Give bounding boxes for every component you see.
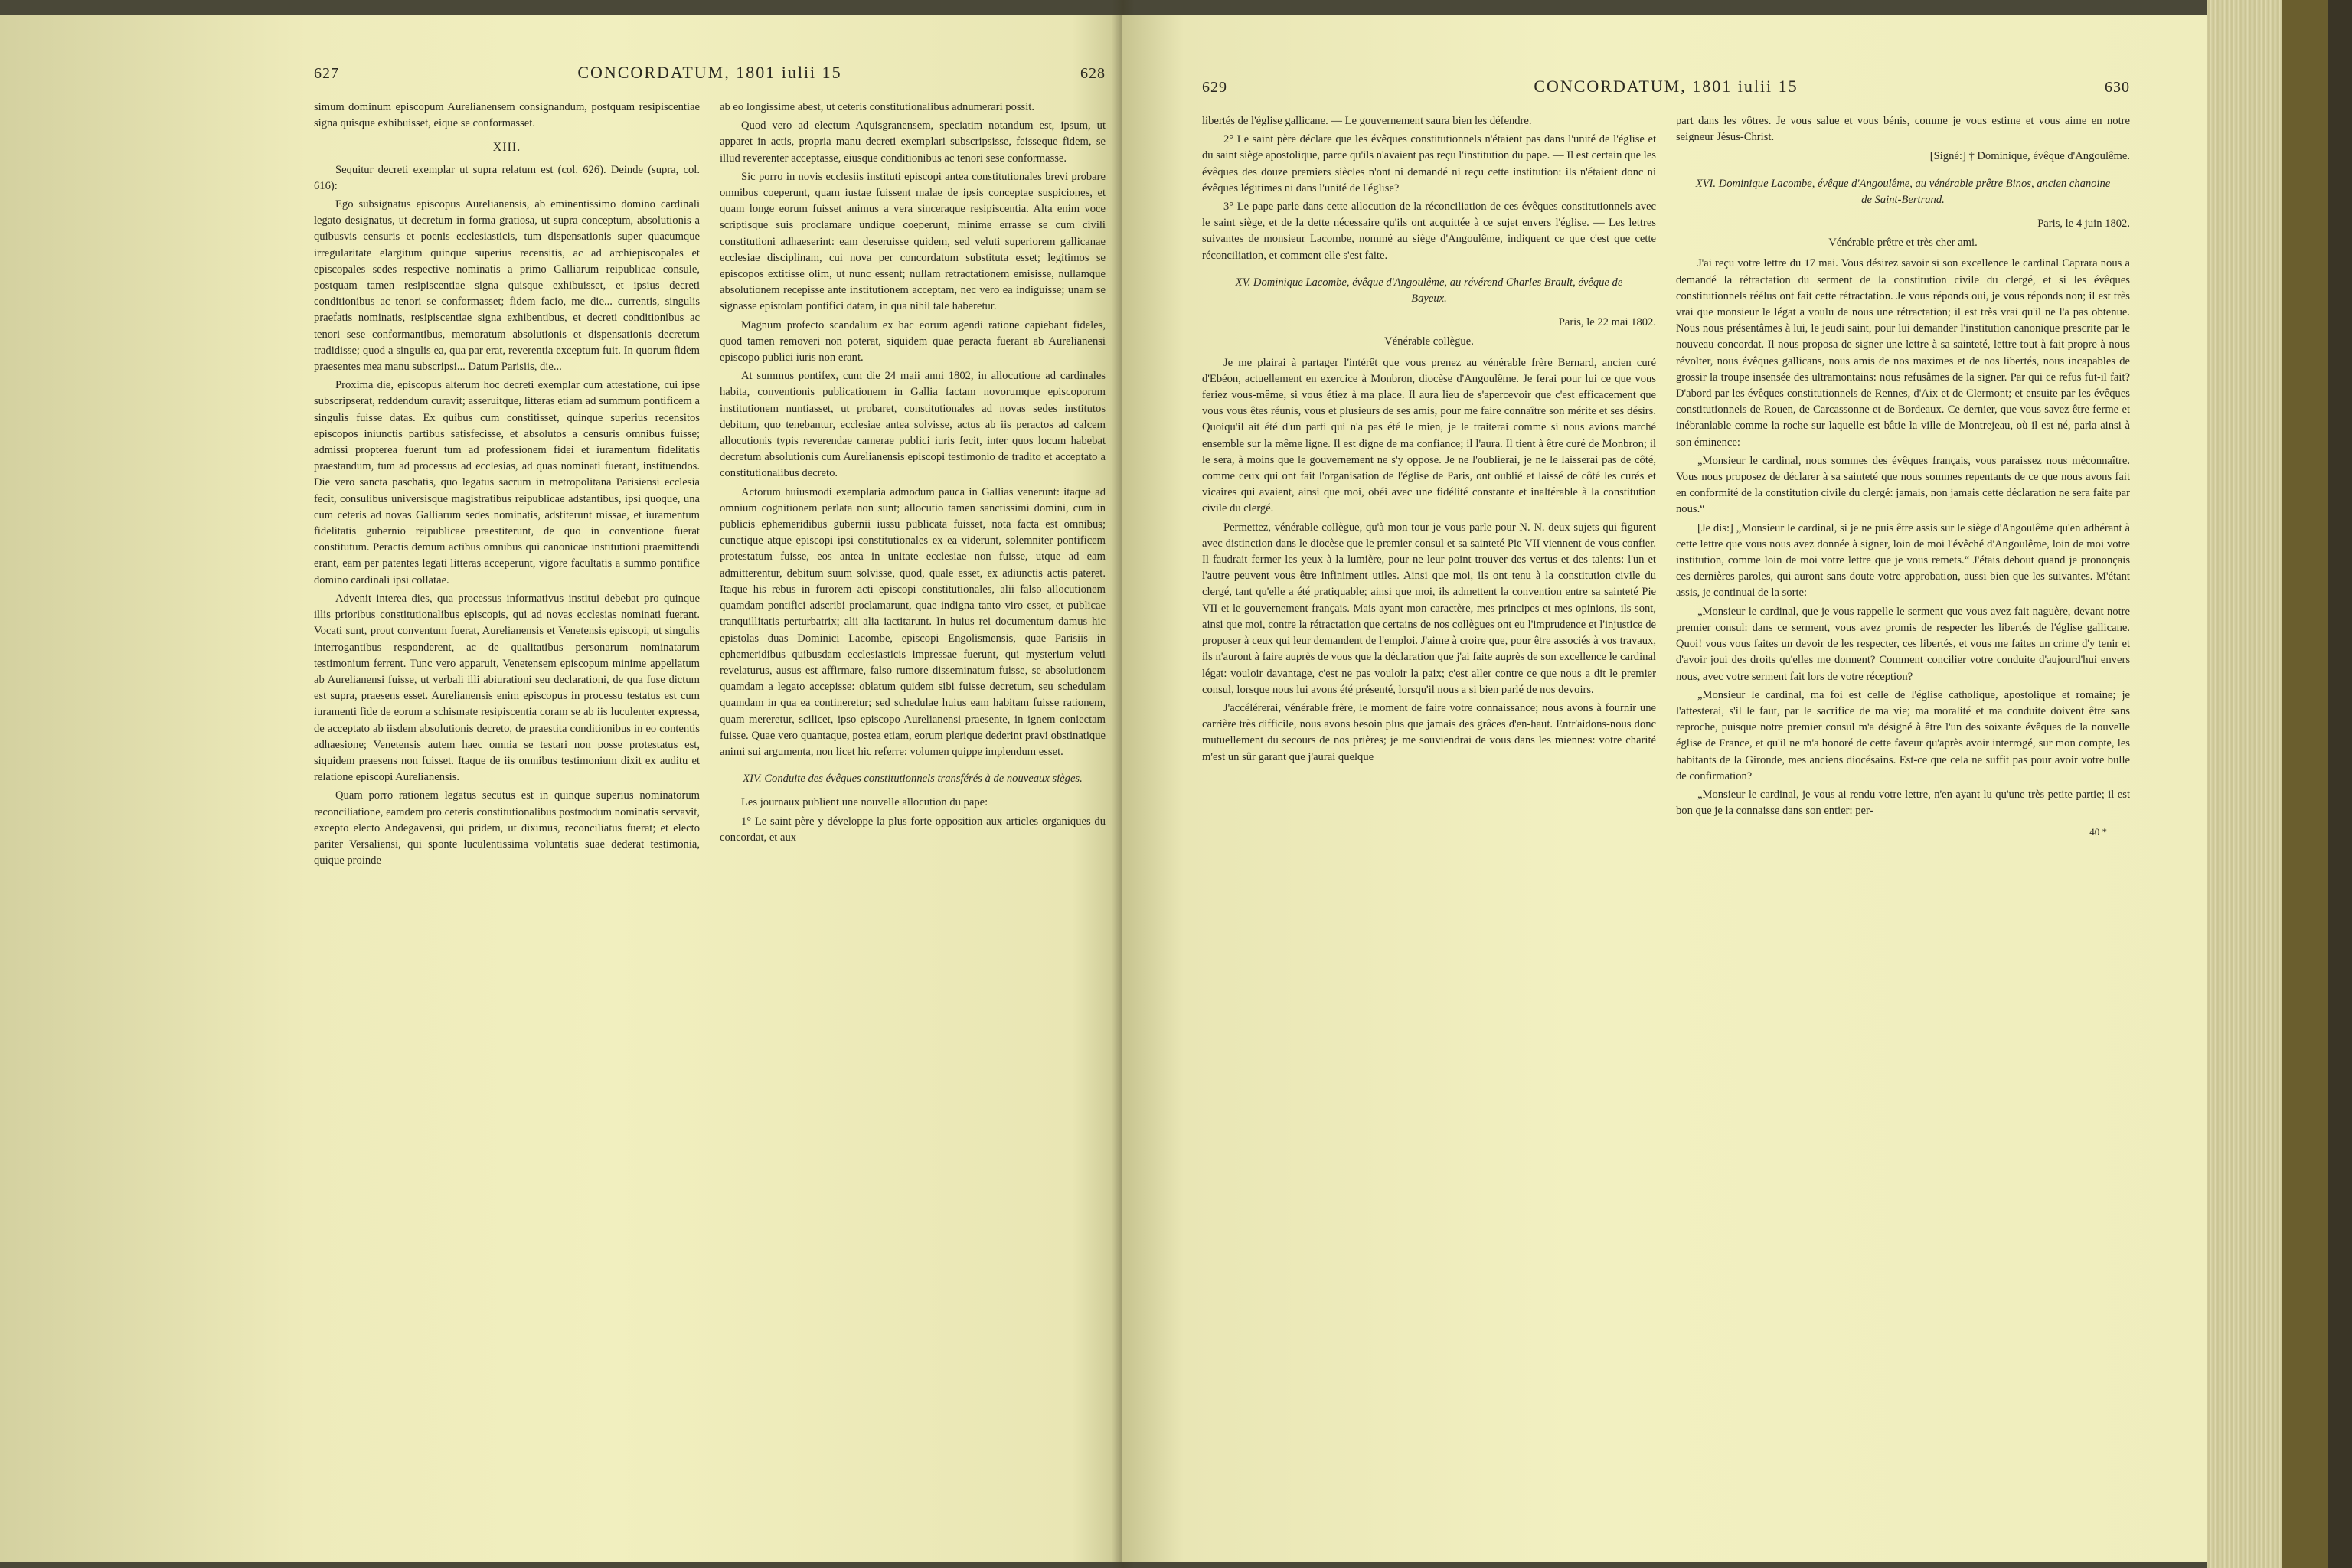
paragraph: part dans les vôtres. Je vous salue et vous bénis, comme je vous estime et vous aime en notre seigneur Jésus-Christ. [1676, 115, 2130, 144]
paragraph: Advenit interea dies, qua processus informativus institui debebat pro quinque illis prioribus constitutionalibus episcopis, qui ad novas ecclesias nominati fuerant. Vocati sunt, prout conventum fuerat, Aurelianensis et Venetensis episcopi, ut singulis interrogantibus responderent, ac de qualitatibus personarum nominatarum testimonium ferrent. Tunc vero apparuit, Venetensem episcopum minime appellatum ab Aurelianensi fuisse, ut verbali illi abiurationi seu declarationi, de qua fuse dictum est supra, praesens esset. Aurelianensis enim episcopus in processu testatus est cum iuramenti fide de eorum a schismate resipiscentia coram se ab iis luculenter expressa, de acceptato ab iisdem absolutionis decreto, de praestita conditionibus in eo contentis adhaesione; Venetensis autem haec omnia se testari non posse protestatus est, siquidem praesens non fuisset. Itaque de iis omnibus testimonium dixit ex auditu et relatione episcopi Aurelianensis. [314, 592, 700, 784]
section-number: XIII. [492, 141, 521, 155]
page-number-628: 628 [1080, 65, 1106, 82]
dateline: Paris, le 22 mai 1802. [1558, 316, 1656, 329]
paragraph: J'ai reçu votre lettre du 17 mai. Vous désirez savoir si son excellence le cardinal Caprara nous a demandé la rétractation du serment de la constitution civile du clergé, et si les évêques constitutionnels réélus ont fait cette rétractation. Je vous réponds oui, je vous réponds non; il est très vrai que monsieur le légat a voulu de nous une rétractation; il est très vrai qu'il ne l'a pas obtenue. Nous nous présentâmes à lui, le jeudi saint, pour lui demander l'institution canonique prescrite par le nouveau concordat. Il nous proposa de signer une lettre à sa sainteté, lettre tout à fait propre à nous révolter, nous évêques gallicans, nous amis de nos maximes et de nos libertés, nous incapables de grossir la troupe insensée des ultramontains: nous refusâmes de la signer. Par qui ce refus fut-il fait? D'abord par les évêques constitutionnels de Rennes, d'Aix et de Clermont; et ensuite par les évêques constitutionnels de Rouen, de Carcassonne et de Bordeaux. Ce dernier, que vous savez être ferme et inébranlable comme la roche sur laquelle est bâtie la ville de Montrejeau, où il est né, parla ainsi à son éminence: [1676, 257, 2130, 449]
left-page-column-2 [720, 100, 1106, 871]
paragraph: 1° Le saint père y développe la plus forte opposition aux articles organiques du concordat, et aux [720, 815, 1106, 844]
salutation: Vénérable collègue. [1384, 335, 1474, 348]
right-running-head [1202, 77, 2130, 107]
paragraph: J'accélérerai, vénérable frère, le moment de faire votre connaissance; nous avons à fournir une carrière très difficile, nous avons besoin plus que jamais des grâces d'en-haut. Entr'aidons-nous donc mutuellement du secours de nos prières; je me souviendrai de vous dans les miennes: votre charité m'est un sûr garant que j'aurai quelque [1202, 701, 1656, 763]
section-heading: XIV. Conduite des évêques constitutionnels transférés à de nouveaux sièges. [743, 773, 1083, 786]
right-page-column-1 [1202, 113, 1656, 822]
page-number-630: 630 [2104, 79, 2130, 96]
paragraph: Sequitur decreti exemplar ut supra relatum est (col. 626). Deinde (supra, col. 616): [314, 163, 700, 192]
paragraph: „Monsieur le cardinal, que je vous rappelle le serment que vous avez fait naguère, devant notre premier consul: dans ce serment, vous avez promis de respecter les libertés de l'église gallicane. Quoi! vous vous faites un devoir de les respecter, ces libertés, et vous me faites un crime d'y tenir et d'avoir joui des droits qu'elles me donnent? Comment concilier votre conduite d'aujourd'hui envers nous, avec votre serment fait lors de votre réception? [1676, 605, 2130, 683]
right-page [1122, 15, 2207, 1562]
section-heading: XVI. Dominique Lacombe, évêque d'Angoulême, au vénérable prêtre Binos, ancien chanoine de Saint-Bertrand. [1695, 177, 2111, 206]
signature-mark: 40 * [2089, 826, 2107, 838]
paragraph: „Monsieur le cardinal, ma foi est celle de l'église catholique, apostolique et romaine; je l'attesterai, s'il le faut, par le sacrifice de ma vie; ma moralité et ma conduite doivent être sans reproche, puisque notre premier consul m'a désigné à être l'un des soixante évêques de la nouvelle église de France, et qu'il ne m'a honoré de cette faveur qu'après avoir interrogé, sur mon compte, les habitants de la Gironde, mes anciens diocésains. Est-ce que cela ne suffit pas pour avoir votre bulle de confirmation? [1676, 688, 2130, 782]
paragraph: Proxima die, episcopus alterum hoc decreti exemplar cum attestatione, cui ipse subscripserat, reddendum curavit; asseruitque, litteras etiam ad summum pontificem a singulis fuisse datas. Ex quibus cum constitisset, quinque superius recensitos episcopos iniunctis partibus satisfecisse, et absolutos a censuris omnibus fuisse; admissi propterea fuerunt tum ad professionem fidei et iuramentum fidelitatis praestandum, tum ad processus ad ecclesias, ad quas nominati fuerant, instituendos. Die vero sancta paschatis, quo legatus sacrum in metropolitana Parisiensi ecclesia fecit, consulibus universisque magistratibus reipublicae adstantibus, ipsi quoque, una cum ceteris ad novas Galliarum sedes nominatis, adstiterunt missae, et iuramentum fidelitatis gubernio reipublicae praestiterunt, de quo in conventione fuerat constitutum. Peractis demum actibus omnibus qui canonicae institutioni praemittendi erant, eam per patentes legati litteras acceperunt, vigore facultatis a summo pontifice domino cardinali ipsi collatae. [314, 379, 700, 586]
paragraph: 3° Le pape parle dans cette allocution de la réconciliation de ces évêques constitutionnels avec le saint siège, et de la dette nécessaire qu'ils ont acquittée à ce sujet envers l'église. — Les lettres suivantes de monsieur Lacombe, nommé au siège d'Angoulême, indiquent ce que c'est que cette réconciliation, et comment elle s'est faite. [1202, 201, 1656, 262]
book-cover-back [2328, 0, 2352, 1568]
paragraph: 2° Le saint père déclare que les évêques constitutionnels n'étaient pas dans l'unité de l'église et du saint siège apostolique, parce qu'ils n'avaient pas reçu l'institution du pape. — Il est certain que les évêques des douze premiers siècles n'ont ni demandé ni reçu cette institution: ils n'étaient donc ni évêques légitimes ni dans l'unité de l'église? [1202, 133, 1656, 194]
paragraph: „Monsieur le cardinal, nous sommes des évêques français, vous paraissez nous méconnaître. Vous nous proposez de déclarer à sa sainteté que nous sommes repentants de ce que nous avons fait en conformité de la constitution civile du clergé: jamais, non jamais cette déclaration ne sera faite par nous.“ [1676, 454, 2130, 516]
page-number-629: 629 [1202, 79, 1227, 96]
right-page-column-2 [1676, 113, 2130, 822]
paragraph: Actorum huiusmodi exemplaria admodum pauca in Gallias venerunt: itaque ad omnium cognitionem perlata non sunt; allocutio tamen sanctissimi domini, cum in publicis ephemeridibus gubernii iussu publicata fuisset, nota facta est omnibus; cunctique atque episcopi ipsi constitutionales ex ea viderunt, solemniter pontificem protestatum fuisse, eos antea in unitate ecclesiae non fuisse, utque ad eam admitterentur, debitum suum solvisse, quod, quale esset, ex adiunctis actis pateret. Itaque his rebus in furorem acti episcopi constitutionales, alii falso allocutionem quamdam pontifici adscribi proclamarunt, quae indigna tanto viro esset, et publicae tranquillitatis perturbatrix; alii alia iactitarunt. In huius rei documentum damus hic epistolas duas Dominici Lacombe, episcopi Engolismensis, quae Parisiis in ephemeridibus quibusdam ecclesiasticis impressae fuerunt, qui mysterium veluti revelaturus, ausus est affirmare, falso rumore disseminatum fuisse, se absolutionem quamdam a legato accepisse: oblatum quidem sibi fuisse decretum, seu schedulam quamdam in qua ea contineretur; sed schedulae huius eam habitam fuisse rationem, quam mereretur, scilicet, ipso episcopo Aurelianensi praesente, in ignem coniectam fuisse. Quae vero quantaque, postea etiam, eorum plerique dederint pravi obstinatique animi sui argumenta, non licet hic referre: volumen quippe implendum esset. [720, 485, 1106, 758]
signature: [Signé:] † Dominique, évêque d'Angoulême. [1929, 150, 2130, 163]
paragraph: simum dominum episcopum Aurelianensem consignandum, postquam resipiscentiae signa quisque exhibuisset, eique se conformasset. [314, 101, 700, 130]
paragraph: Quam porro rationem legatus secutus est in quinque superius nominatorum reconciliatione, eamdem pro ceteris constitutionalibus postmodum nominatis servavit, excepto electo Andegavensi, qui pridem, ut diximus, reconciliatus fuerat; et electo pariter Versaliensi, qui sponte luculentissima voluntatis suae dederat testimonia, quique proinde [314, 789, 700, 867]
left-page [0, 15, 1122, 1562]
dateline: Paris, le 4 juin 1802. [2037, 217, 2130, 230]
paragraph: Magnum profecto scandalum ex hac eorum agendi ratione capiebant fideles, quod tamen removeri non poterat, siquidem quae peracta fuerant ab Aurelianensi episcopo publici iuris non erant. [720, 318, 1106, 364]
left-running-head [314, 63, 1106, 93]
section-heading: XV. Dominique Lacombe, évêque d'Angoulême, au révérend Charles Brault, évêque de Bayeux. [1235, 276, 1623, 305]
paragraph: Permettez, vénérable collègue, qu'à mon tour je vous parle pour N. N. deux sujets qui figurent avec distinction dans le diocèse que le premier consul et sa sainteté Pie VII viennent de vous confier. Il faudrait fermer les yeux à la lumière, pour ne leur point trouver des vertus et des talents: l'un et l'autre peuvent vous être infiniment utiles. Ainsi que moi, ils ont tenu à la constitution civile du clergé, tant qu'elle a été pratiquable; ainsi que moi, ils admettent la convention entre sa sainteté Pie VII et le gouvernement français. Mais ayant mon caractère, mes principes et mes opinions, ils sont, ainsi que moi, contre la rétractation que certains de nos collègues ont eu l'imprudence et l'injustice de proposer à ceux qui leur demandent de l'emploi. J'aime à croire que, pour être associés à vos travaux, ils n'auront à faire auprès de vous que la déclaration que j'ai faite auprès de son excellence le cardinal légat: vouloir davantage, c'est ne pas vouloir la paix; c'est aller contre ce que nous a dit le premier consul, lorsque nous lui avons été présenté, lorsqu'il nous a si bien parlé de nos devoirs. [1202, 521, 1656, 696]
paragraph: libertés de l'église gallicane. — Le gouvernement saura bien les défendre. [1202, 115, 1532, 127]
paragraph: At summus pontifex, cum die 24 maii anni 1802, in allocutione ad cardinales habita, conventionis publicationem in Gallia factam novorumque episcoporum institutionem nuntiasset, ut probaret, constitutionales ad novas sedes institutos debitum, quo tenebantur, ecclesiae antea solvisse, actus ab iis peractos ad calcem allocutionis typis reverendae camerae publici iuris fecit, inter quos locum habebat decretum absolutionis cum Aurelianensis episcopi testimonio de tradito et acceptato a constitutionalibus decreto. [720, 370, 1106, 480]
paragraph: Sic porro in novis ecclesiis instituti episcopi antea constitutionales brevi probare omnibus coeperunt, quam iustae fuissent malae de ipsis conceptae suspiciones, et quam longe eorum fuisset animus a vera sinceraque resipiscentia. Alta enim voce scriptisque suis proclamare undique coeperunt, minime errasse se cum civili constitutioni adhaeserint: eam deseruisse quidem, sed veluti superiorem gallicanae ecclesiae disciplinam, cui nova per concordatum substituta esset; legitimos se episcopos extitisse olim, ut nunc essent; nullam retractationem emisisse, nullamque absolutionem recepisse ante institutionem acceptam, nec vero ea indiguisse; unam se signasse epistolam pontifici datam, in qua nihil tale haberetur. [720, 170, 1106, 313]
paragraph: ab eo longissime abest, ut ceteris constitutionalibus adnumerari possit. [720, 101, 1034, 113]
paragraph: [Je dis:] „Monsieur le cardinal, si je ne puis être assis sur le siège d'Angoulême qu'en adhérant à cette lettre que vous nous avez donnée à signer, loin de moi l'évêché d'Angoulême, loin de moi votre institution, comme loin de moi votre lettre que je vous remets.“ J'étais debout quand je prononçais ces dernières paroles, qui auront sans doute votre approbation, aussi bien que les suivantes. M'étant assis, je continuai de la sorte: [1676, 521, 2130, 599]
running-title: CONCORDATUM, 1801 iulii 15 [577, 63, 842, 82]
paragraph: Quod vero ad electum Aquisgranensem, speciatim notandum est, ipsum, ut apparet in actis, propria manu decreti exemplari subscripsisse, feisseque fidem, se illud reverenter acceptasse, eiusque conditionibus ac tenori sese conformasse. [720, 119, 1106, 165]
page-number-627: 627 [314, 65, 339, 82]
paragraph: Ego subsignatus episcopus Aurelianensis, ab eminentissimo domino cardinali legato designatus, ut decretum in forma gratiosa, ut supra conceptum, absolutionis a quibusvis censuris et poenis ecclesiasticis, tum dispensationis super quacumque irregularitate elargitum quinque superius recensitis, ac ad archiepiscopales et episcopales sedes respective nominatis a primo Galliarum reipublicae consule, postquam tamen resipiscentiae signa quisque exhibuisset, et ipsius decreti conditionibus ac tenori se conformasset; fidem facio, me die... currentis, singulis praefatis nominatis, resipiscentiae signa exhibentibus, et decreti conditionibus ac tenori sese conformantibus, memoratum absolutionis et dispensationis decretum tradidisse; quod a singulis ea, qua par erat, reverentia exceptum fuit. In quorum fidem praesentes mea manu subscripsi... Datum Parisiis, die... [314, 198, 700, 374]
paragraph: „Monsieur le cardinal, je vous ai rendu votre lettre, n'en ayant lu qu'une très petite partie; il est bon que je la connaisse dans son entier: per- [1676, 788, 2130, 818]
paragraph: Les journaux publient une nouvelle allocution du pape: [741, 796, 988, 809]
salutation: Vénérable prêtre et très cher ami. [1828, 237, 1978, 250]
paragraph: Je me plairai à partager l'intérêt que vous prenez au vénérable frère Bernard, ancien curé d'Ebéon, actuellement en exercice à Monbron, diocèse d'Angoulême. Je ferai pour lui ce que vous feriez vous-même, si vous étiez à ma place. Il aura lieu de s'apercevoir que c'est efficacement que vous vous êtes réunis, vous et plusieurs de ses amis, pour me faire connaître son mérite et ses désirs. Quoiqu'il ait été d'un parti qui n'a pas été le mien, je le traiterai comme si nous avions marché ensemble sur la même ligne. Il est digne de ma confiance; il l'aura. Il tient à être curé de Monbron; il le sera, à moins que le gouvernement ne s'y oppose. Je ne l'oublierai, je ne le laisserai pas de côté, comme ceux qui ont fait l'organisation de l'église de Paris, ont oublié et laissé de côté les curés et vicaires qui avaient, ainsi que moi, obéi avec une fidélité constante et inaltérable à la constitution civile du clergé. [1202, 356, 1656, 515]
left-page-column-1 [314, 100, 700, 871]
running-title: CONCORDATUM, 1801 iulii 15 [1534, 77, 1798, 96]
